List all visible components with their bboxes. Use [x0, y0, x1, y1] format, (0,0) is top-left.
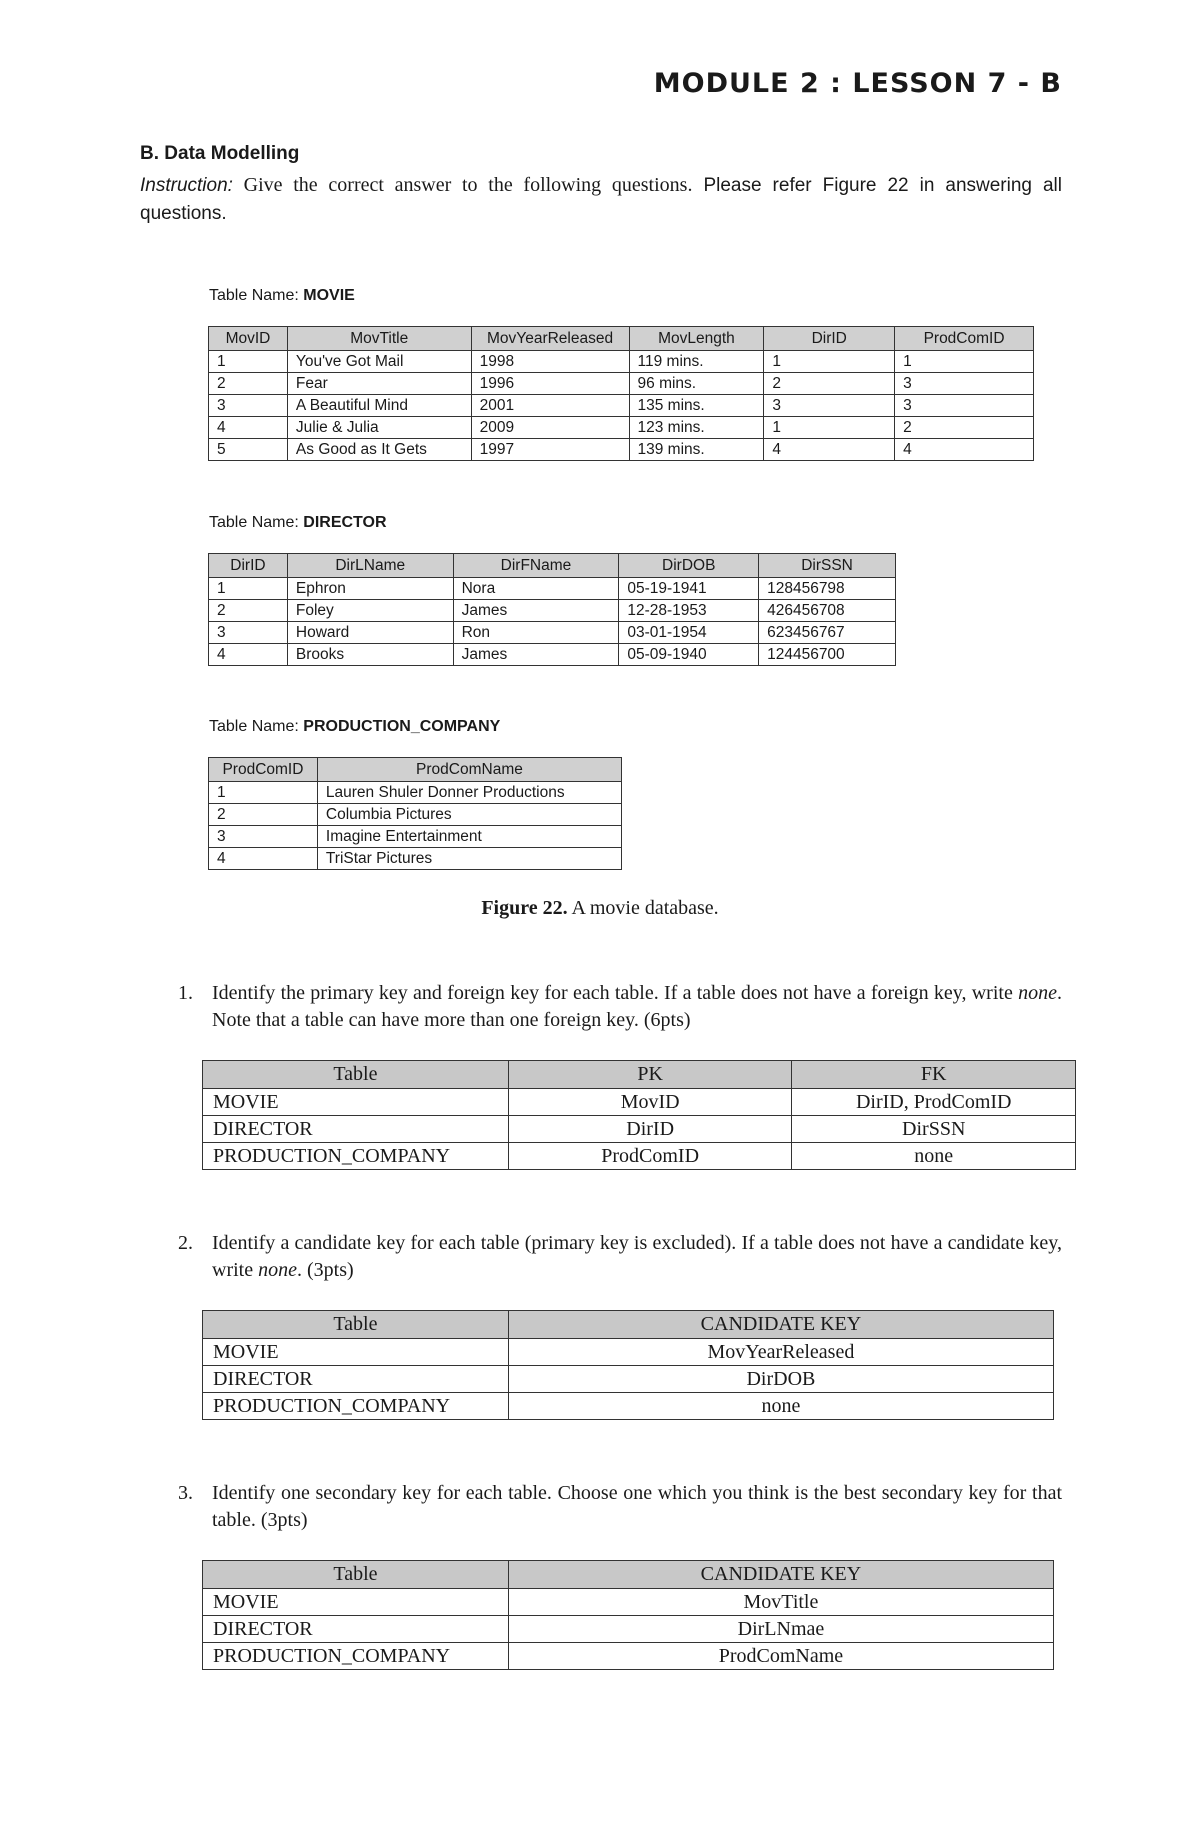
header-cell: DirID [209, 554, 288, 578]
table-cell: 2001 [471, 395, 629, 417]
question-text [212, 980, 1062, 1034]
question-number: 1. [178, 982, 193, 1004]
table-row [203, 1143, 1076, 1170]
table-row [209, 600, 896, 622]
table-cell: 05-19-1941 [619, 578, 759, 600]
table-cell: Columbia Pictures [317, 804, 621, 826]
table-cell: 1996 [471, 373, 629, 395]
table-row [203, 1643, 1054, 1670]
production-table-caption [209, 718, 500, 736]
header-cell: MovTitle [287, 327, 471, 351]
table-cell: PRODUCTION_COMPANY [203, 1643, 509, 1670]
table-row [203, 1589, 1054, 1616]
director-table [208, 553, 896, 666]
table-row [209, 373, 1034, 395]
table-cell: 1 [895, 351, 1034, 373]
question-text-part: . Note that a table can have more than one foreign key. (6pts) [212, 982, 1062, 1031]
answer-table-2 [202, 1310, 1054, 1420]
production-company-table [208, 757, 622, 870]
question-text-part: Identify a candidate key for each table (primary key is excluded). If a table does not have a candidate key, write [212, 1232, 1062, 1281]
table-cell: DirLNmae [508, 1616, 1053, 1643]
header-cell: MovYearReleased [471, 327, 629, 351]
table-cell: ProdComName [508, 1643, 1053, 1670]
table-cell: 123 mins. [629, 417, 764, 439]
header-cell: MovLength [629, 327, 764, 351]
table-cell: Ephron [287, 578, 453, 600]
table-header-row [209, 758, 622, 782]
figure-text: A movie database. [567, 897, 719, 919]
header-cell: PK [508, 1061, 792, 1089]
table-cell: Foley [287, 600, 453, 622]
table-header-row [203, 1561, 1054, 1589]
question-text-emphasis: none [1018, 982, 1057, 1004]
table-row [209, 395, 1034, 417]
table-cell: 5 [209, 439, 288, 461]
table-row [209, 351, 1034, 373]
header-cell: DirLName [287, 554, 453, 578]
table-cell: 3 [895, 373, 1034, 395]
section-title: B. Data Modelling [140, 143, 300, 164]
table-cell: none [792, 1143, 1076, 1170]
table-cell: 4 [209, 848, 318, 870]
table-cell: 2 [895, 417, 1034, 439]
table-cell: 139 mins. [629, 439, 764, 461]
table-row [209, 417, 1034, 439]
table-cell: Nora [453, 578, 619, 600]
table-cell: 4 [895, 439, 1034, 461]
table-row [203, 1089, 1076, 1116]
table-cell: 3 [895, 395, 1034, 417]
instruction-tail: Please refer Figure 22 in answering all questions. [140, 175, 1062, 224]
table-cell: MOVIE [203, 1339, 509, 1366]
header-cell: CANDIDATE KEY [508, 1311, 1053, 1339]
table-header-row [203, 1061, 1076, 1089]
table-row [209, 644, 896, 666]
header-cell: Table [203, 1061, 509, 1089]
table-cell: MOVIE [203, 1589, 509, 1616]
table-cell: 1 [209, 578, 288, 600]
table-cell: 128456798 [759, 578, 896, 600]
table-cell: 96 mins. [629, 373, 764, 395]
table-name: DIRECTOR [303, 514, 387, 531]
table-row [203, 1339, 1054, 1366]
figure-caption [0, 897, 1200, 920]
table-cell: DIRECTOR [203, 1616, 509, 1643]
table-name-prefix: Table Name: [209, 514, 304, 531]
question-number: 2. [178, 1232, 193, 1254]
table-cell: Ron [453, 622, 619, 644]
table-cell: You've Got Mail [287, 351, 471, 373]
table-cell: PRODUCTION_COMPANY [203, 1143, 509, 1170]
table-cell: James [453, 600, 619, 622]
table-cell: 2 [209, 804, 318, 826]
header-cell: DirFName [453, 554, 619, 578]
header-cell: DirID [764, 327, 895, 351]
question-text-part: . (3pts) [296, 1259, 354, 1281]
question-text [212, 1480, 1062, 1534]
table-cell: 12-28-1953 [619, 600, 759, 622]
question-2 [178, 1230, 1062, 1284]
instruction-label: Instruction: [140, 175, 233, 196]
table-name: PRODUCTION_COMPANY [303, 718, 501, 735]
question-3 [178, 1480, 1062, 1534]
table-cell: DirID, ProdComID [792, 1089, 1076, 1116]
table-cell: James [453, 644, 619, 666]
table-header-row [209, 554, 896, 578]
instruction-text: Give the correct answer to the following questions. [232, 174, 693, 196]
table-cell: Imagine Entertainment [317, 826, 621, 848]
table-cell: Fear [287, 373, 471, 395]
table-cell: 1997 [471, 439, 629, 461]
table-row [209, 439, 1034, 461]
module-header: MODULE 2 : LESSON 7 - B [653, 68, 1062, 99]
table-cell: Howard [287, 622, 453, 644]
table-row [203, 1393, 1054, 1420]
table-name: MOVIE [303, 287, 355, 304]
table-cell: Lauren Shuler Donner Productions [317, 782, 621, 804]
table-row [209, 826, 622, 848]
table-name-prefix: Table Name: [209, 718, 304, 735]
table-cell: 1 [209, 351, 288, 373]
table-cell: 4 [764, 439, 895, 461]
table-header-row [209, 327, 1034, 351]
answer-table-3 [202, 1560, 1054, 1670]
header-cell: CANDIDATE KEY [508, 1561, 1053, 1589]
header-cell: DirSSN [759, 554, 896, 578]
movie-table [208, 326, 1034, 461]
table-row [209, 622, 896, 644]
table-cell: 4 [209, 644, 288, 666]
table-cell: 03-01-1954 [619, 622, 759, 644]
table-cell: 1 [764, 417, 895, 439]
table-cell: 1 [764, 351, 895, 373]
header-cell: MovID [209, 327, 288, 351]
movie-table-caption [209, 287, 355, 305]
question-text-emphasis: none [258, 1259, 297, 1281]
header-cell: Table [203, 1311, 509, 1339]
table-cell: Brooks [287, 644, 453, 666]
header-cell: ProdComName [317, 758, 621, 782]
table-cell: DirID [508, 1116, 792, 1143]
table-cell: 2 [764, 373, 895, 395]
instruction-paragraph [140, 171, 1062, 228]
table-cell: 3 [209, 395, 288, 417]
header-cell: FK [792, 1061, 1076, 1089]
header-cell: Table [203, 1561, 509, 1589]
table-cell: MovYearReleased [508, 1339, 1053, 1366]
table-row [209, 782, 622, 804]
table-cell: Julie & Julia [287, 417, 471, 439]
question-1 [178, 980, 1062, 1034]
table-cell: 2 [209, 600, 288, 622]
table-cell: 2009 [471, 417, 629, 439]
table-cell: As Good as It Gets [287, 439, 471, 461]
table-cell: 3 [209, 622, 288, 644]
table-cell: 135 mins. [629, 395, 764, 417]
question-text-part: Identify the primary key and foreign key for each table. If a table does not have a foreign key, write [212, 982, 1019, 1004]
table-cell: MOVIE [203, 1089, 509, 1116]
table-cell: DIRECTOR [203, 1116, 509, 1143]
answer-table-1 [202, 1060, 1076, 1170]
table-cell: PRODUCTION_COMPANY [203, 1393, 509, 1420]
table-cell: MovTitle [508, 1589, 1053, 1616]
table-cell: 3 [209, 826, 318, 848]
director-table-caption [209, 514, 387, 532]
table-cell: TriStar Pictures [317, 848, 621, 870]
table-cell: 426456708 [759, 600, 896, 622]
table-header-row [203, 1311, 1054, 1339]
table-cell: MovID [508, 1089, 792, 1116]
table-row [209, 848, 622, 870]
table-cell: 2 [209, 373, 288, 395]
table-row [209, 578, 896, 600]
table-cell: 05-09-1940 [619, 644, 759, 666]
question-text-part: Identify one secondary key for each table. Choose one which you think is the best secondary key for that table. (3pts) [212, 1482, 1062, 1531]
table-cell: A Beautiful Mind [287, 395, 471, 417]
table-cell: 1998 [471, 351, 629, 373]
table-cell: 119 mins. [629, 351, 764, 373]
table-cell: 4 [209, 417, 288, 439]
header-cell: ProdComID [209, 758, 318, 782]
table-cell: DirDOB [508, 1366, 1053, 1393]
table-cell: DirSSN [792, 1116, 1076, 1143]
table-cell: DIRECTOR [203, 1366, 509, 1393]
question-text [212, 1230, 1062, 1284]
table-row [203, 1366, 1054, 1393]
table-row [209, 804, 622, 826]
table-cell: 124456700 [759, 644, 896, 666]
header-cell: DirDOB [619, 554, 759, 578]
table-cell: 623456767 [759, 622, 896, 644]
table-cell: 1 [209, 782, 318, 804]
question-number: 3. [178, 1482, 193, 1504]
table-name-prefix: Table Name: [209, 287, 304, 304]
table-cell: none [508, 1393, 1053, 1420]
figure-label: Figure 22. [481, 897, 568, 919]
table-row [203, 1616, 1054, 1643]
table-cell: 3 [764, 395, 895, 417]
table-cell: ProdComID [508, 1143, 792, 1170]
header-cell: ProdComID [895, 327, 1034, 351]
table-row [203, 1116, 1076, 1143]
